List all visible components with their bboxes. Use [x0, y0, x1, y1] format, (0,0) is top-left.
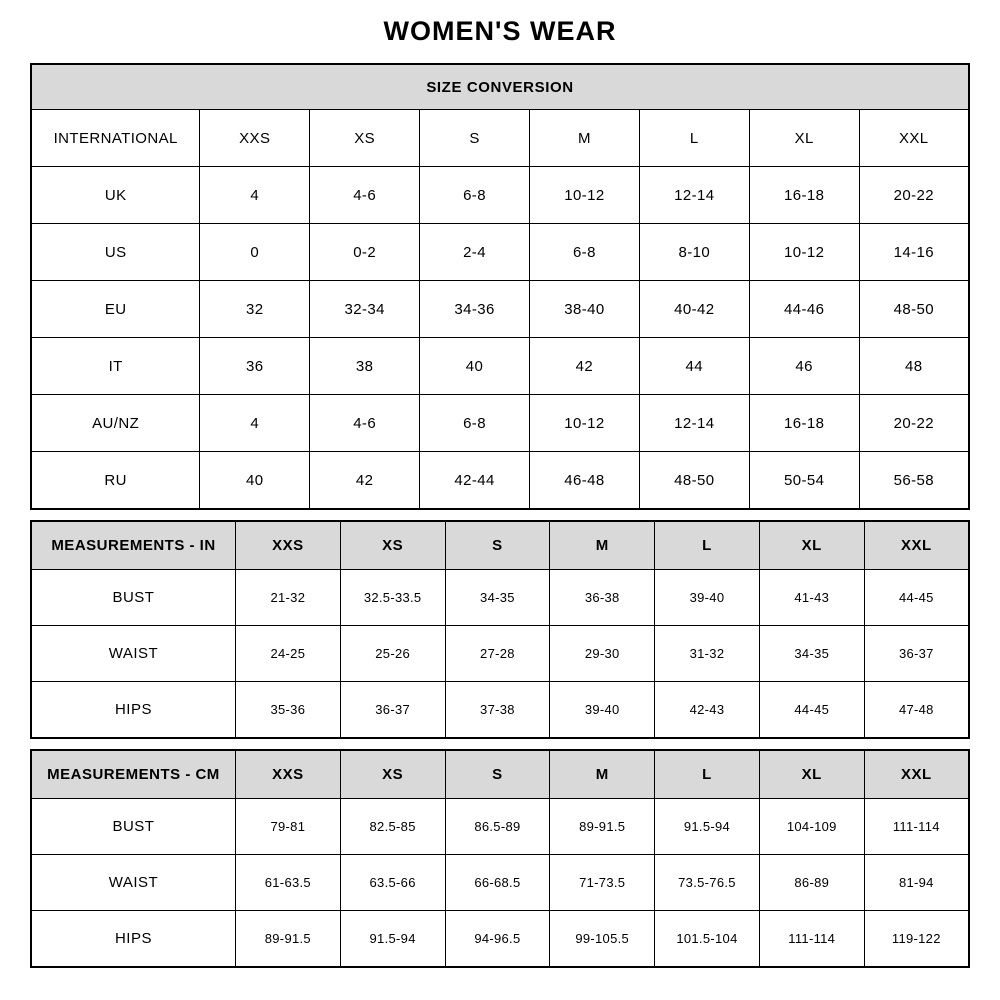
data-cell: 44-46 — [749, 281, 859, 338]
data-cell: 73.5-76.5 — [655, 855, 760, 911]
data-cell: 4 — [200, 167, 310, 224]
data-cell: 111-114 — [864, 799, 969, 855]
data-cell: 32 — [200, 281, 310, 338]
table-row — [31, 167, 969, 224]
data-cell: 36-37 — [864, 626, 969, 682]
header-cell: XXS — [235, 521, 340, 570]
header-cell: XS — [310, 110, 420, 167]
data-cell: 10-12 — [749, 224, 859, 281]
header-cell: MEASUREMENTS - IN — [31, 521, 235, 570]
header-cell: L — [655, 521, 760, 570]
data-cell: 36-37 — [340, 682, 445, 739]
data-cell: 39-40 — [550, 682, 655, 739]
header-cell: XL — [749, 110, 859, 167]
data-cell: 25-26 — [340, 626, 445, 682]
data-cell: 16-18 — [749, 395, 859, 452]
data-cell: 37-38 — [445, 682, 550, 739]
size-conversion-title: SIZE CONVERSION — [31, 64, 969, 110]
size-conversion-table — [30, 63, 970, 510]
data-cell: 50-54 — [749, 452, 859, 510]
data-cell: 14-16 — [859, 224, 969, 281]
table-row — [31, 682, 969, 739]
header-cell: MEASUREMENTS - CM — [31, 750, 235, 799]
header-cell: XS — [340, 750, 445, 799]
data-cell: 94-96.5 — [445, 911, 550, 968]
header-cell: S — [420, 110, 530, 167]
measurements-cm-block — [30, 749, 970, 968]
header-cell: XXL — [864, 521, 969, 570]
data-cell: 61-63.5 — [235, 855, 340, 911]
header-cell: XS — [340, 521, 445, 570]
data-cell: 8-10 — [639, 224, 749, 281]
data-cell: 38 — [310, 338, 420, 395]
data-cell: 34-36 — [420, 281, 530, 338]
data-cell: 31-32 — [655, 626, 760, 682]
header-cell: L — [655, 750, 760, 799]
table-row — [31, 570, 969, 626]
header-cell: XXL — [859, 110, 969, 167]
data-cell: 34-35 — [759, 626, 864, 682]
data-cell: 79-81 — [235, 799, 340, 855]
header-cell: M — [550, 521, 655, 570]
row-label: BUST — [31, 799, 235, 855]
table-row — [31, 452, 969, 510]
data-cell: 63.5-66 — [340, 855, 445, 911]
row-label: EU — [31, 281, 200, 338]
data-cell: 2-4 — [420, 224, 530, 281]
data-cell: 44-45 — [864, 570, 969, 626]
header-cell: XL — [759, 750, 864, 799]
measurements-in-block — [30, 520, 970, 739]
table-row — [31, 626, 969, 682]
row-label: BUST — [31, 570, 235, 626]
header-cell: XXS — [235, 750, 340, 799]
page-title: WOMEN'S WEAR — [383, 16, 617, 46]
data-cell: 101.5-104 — [655, 911, 760, 968]
header-cell: INTERNATIONAL — [31, 110, 200, 167]
data-cell: 42-44 — [420, 452, 530, 510]
data-cell: 16-18 — [749, 167, 859, 224]
data-cell: 27-28 — [445, 626, 550, 682]
data-cell: 89-91.5 — [550, 799, 655, 855]
data-cell: 91.5-94 — [340, 911, 445, 968]
data-cell: 99-105.5 — [550, 911, 655, 968]
data-cell: 29-30 — [550, 626, 655, 682]
data-cell: 86-89 — [759, 855, 864, 911]
data-cell: 0 — [200, 224, 310, 281]
data-cell: 4-6 — [310, 395, 420, 452]
data-cell: 39-40 — [655, 570, 760, 626]
header-cell: S — [445, 750, 550, 799]
data-cell: 41-43 — [759, 570, 864, 626]
header-cell: XXL — [864, 750, 969, 799]
row-label: HIPS — [31, 911, 235, 968]
data-cell: 48 — [859, 338, 969, 395]
table-row — [31, 855, 969, 911]
data-cell: 20-22 — [859, 395, 969, 452]
data-cell: 12-14 — [639, 167, 749, 224]
data-cell: 4 — [200, 395, 310, 452]
table-row — [31, 224, 969, 281]
data-cell: 71-73.5 — [550, 855, 655, 911]
table-row — [31, 911, 969, 968]
data-cell: 48-50 — [639, 452, 749, 510]
data-cell: 6-8 — [420, 395, 530, 452]
header-row — [31, 110, 969, 167]
table-row — [31, 395, 969, 452]
data-cell: 89-91.5 — [235, 911, 340, 968]
data-cell: 56-58 — [859, 452, 969, 510]
row-label: US — [31, 224, 200, 281]
table-title-row — [31, 64, 969, 110]
data-cell: 35-36 — [235, 682, 340, 739]
data-cell: 82.5-85 — [340, 799, 445, 855]
size-conversion-block — [30, 63, 970, 510]
header-row — [31, 750, 969, 799]
data-cell: 44-45 — [759, 682, 864, 739]
data-cell: 119-122 — [864, 911, 969, 968]
table-row — [31, 799, 969, 855]
data-cell: 44 — [639, 338, 749, 395]
data-cell: 10-12 — [529, 167, 639, 224]
data-cell: 36 — [200, 338, 310, 395]
data-cell: 0-2 — [310, 224, 420, 281]
data-cell: 42 — [310, 452, 420, 510]
header-cell: M — [529, 110, 639, 167]
data-cell: 47-48 — [864, 682, 969, 739]
data-cell: 42-43 — [655, 682, 760, 739]
row-label: HIPS — [31, 682, 235, 739]
row-label: RU — [31, 452, 200, 510]
measurements-in-table — [30, 520, 970, 739]
row-label: WAIST — [31, 855, 235, 911]
data-cell: 34-35 — [445, 570, 550, 626]
row-label: IT — [31, 338, 200, 395]
data-cell: 42 — [529, 338, 639, 395]
data-cell: 6-8 — [529, 224, 639, 281]
header-cell: M — [550, 750, 655, 799]
data-cell: 46 — [749, 338, 859, 395]
data-cell: 12-14 — [639, 395, 749, 452]
data-cell: 40 — [200, 452, 310, 510]
data-cell: 104-109 — [759, 799, 864, 855]
header-cell: L — [639, 110, 749, 167]
data-cell: 40-42 — [639, 281, 749, 338]
data-cell: 4-6 — [310, 167, 420, 224]
data-cell: 111-114 — [759, 911, 864, 968]
data-cell: 10-12 — [529, 395, 639, 452]
data-cell: 6-8 — [420, 167, 530, 224]
row-label: WAIST — [31, 626, 235, 682]
data-cell: 38-40 — [529, 281, 639, 338]
table-row — [31, 338, 969, 395]
data-cell: 36-38 — [550, 570, 655, 626]
data-cell: 32-34 — [310, 281, 420, 338]
data-cell: 40 — [420, 338, 530, 395]
data-cell: 48-50 — [859, 281, 969, 338]
data-cell: 24-25 — [235, 626, 340, 682]
header-cell: XL — [759, 521, 864, 570]
header-cell: XXS — [200, 110, 310, 167]
measurements-cm-table — [30, 749, 970, 968]
data-cell: 32.5-33.5 — [340, 570, 445, 626]
row-label: AU/NZ — [31, 395, 200, 452]
header-cell: S — [445, 521, 550, 570]
data-cell: 81-94 — [864, 855, 969, 911]
data-cell: 66-68.5 — [445, 855, 550, 911]
header-row — [31, 521, 969, 570]
data-cell: 21-32 — [235, 570, 340, 626]
data-cell: 91.5-94 — [655, 799, 760, 855]
data-cell: 20-22 — [859, 167, 969, 224]
table-row — [31, 281, 969, 338]
row-label: UK — [31, 167, 200, 224]
data-cell: 86.5-89 — [445, 799, 550, 855]
data-cell: 46-48 — [529, 452, 639, 510]
